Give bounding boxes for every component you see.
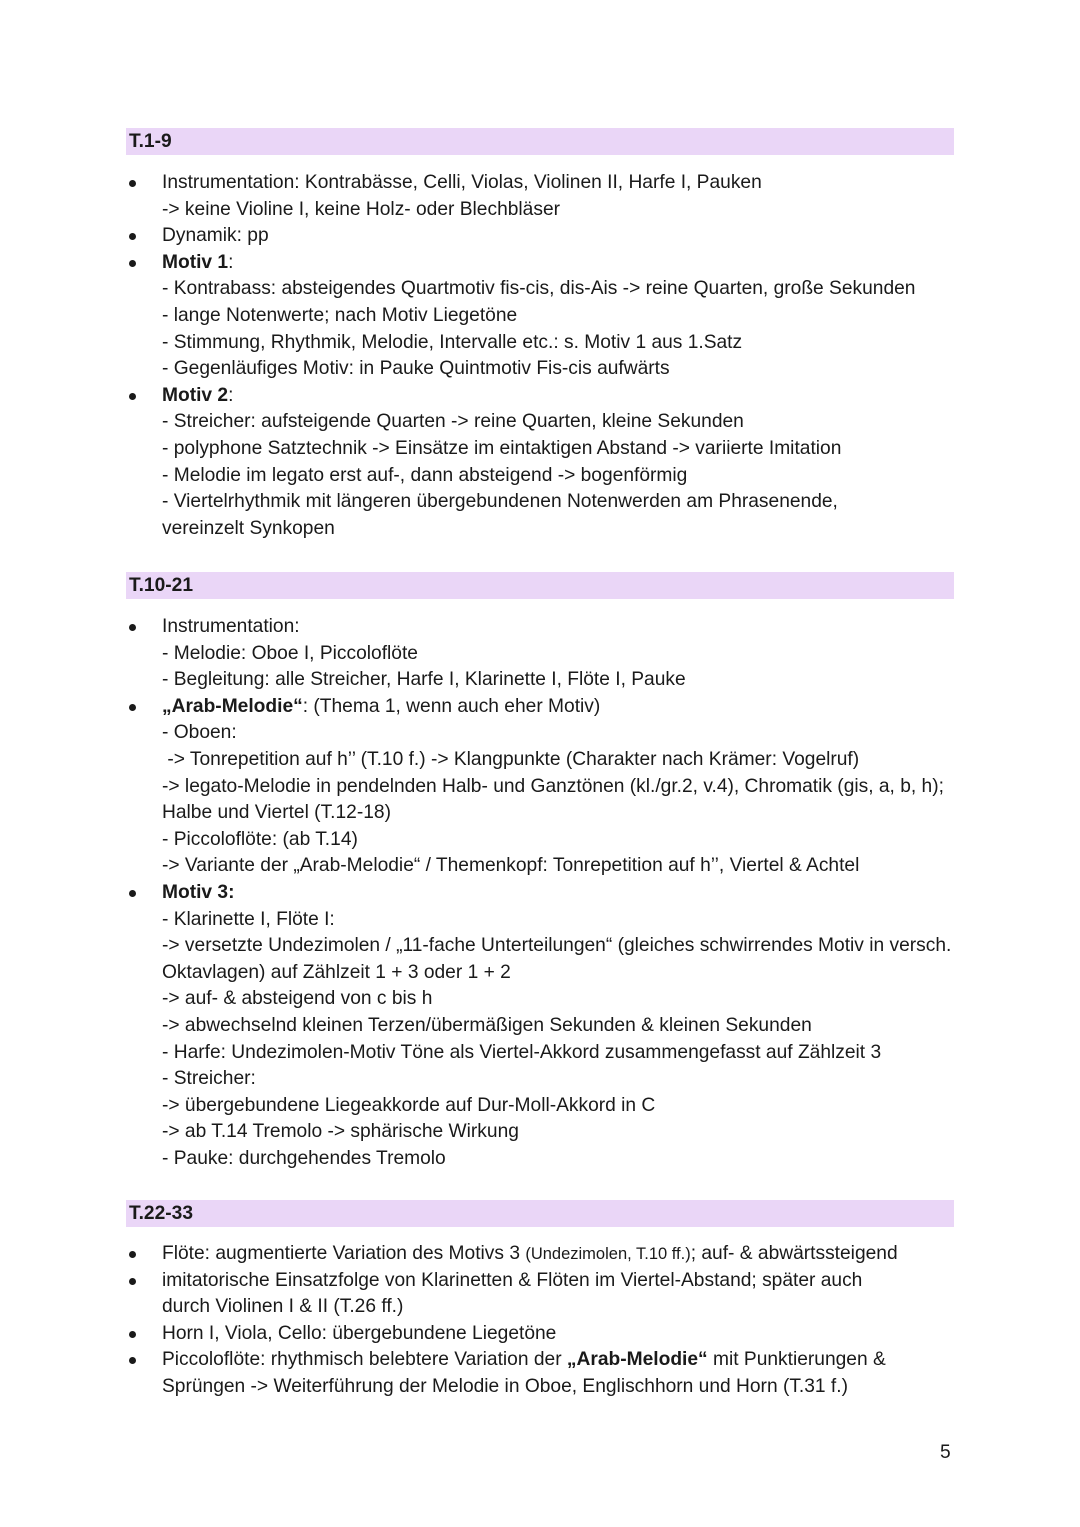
motif-heading: Motiv 2: [162, 384, 229, 406]
bullet-list-t22-33: [126, 1241, 966, 1401]
text-line: [162, 250, 966, 277]
text-part: mit Punktierungen & Sprüngen -> Weiterführung der Melodie in Oboe, Englischhorn und Horn (T.31 f.): [162, 1349, 886, 1397]
text-line: -> legato-Melodie in pendelnden Halb- und Ganztönen (kl./gr.2, v.4), Chromatik (gis, a, b, h); Halbe und Viertel (T.12-18): [162, 775, 944, 824]
text-part: Flöte: augmentierte Variation des Motivs 3: [162, 1243, 526, 1264]
melody-heading: „Arab-Melodie“: [566, 1349, 708, 1371]
text-line: -> keine Violine I, keine Holz- oder Blechbläser: [162, 198, 560, 220]
text-line: [162, 383, 966, 410]
list-item: [126, 694, 966, 880]
text-line: - lange Notenwerte; nach Motiv Liegetöne: [162, 304, 518, 326]
heading-rest: : (Thema 1, wenn auch eher Motiv): [302, 695, 601, 717]
list-item: [126, 223, 966, 250]
text-line: [162, 694, 966, 721]
motif-heading: Motiv 3:: [162, 881, 235, 903]
text-line: -> abwechselnd kleinen Terzen/übermäßigen Sekunden & kleinen Sekunden: [162, 1014, 812, 1036]
text-line: [162, 1347, 932, 1400]
list-item: [126, 1241, 966, 1268]
text-line: -> Variante der „Arab-Melodie“ / Themenkopf: Tonrepetition auf h’’, Viertel & Achtel: [162, 855, 860, 877]
text-line: - Gegenläufiges Motiv: in Pauke Quintmotiv Fis-cis aufwärts: [162, 358, 670, 380]
text-line: -> übergebundene Liegeakkorde auf Dur-Moll-Akkord in C: [162, 1094, 656, 1116]
list-item: [126, 250, 966, 383]
bullet-icon: [129, 233, 136, 240]
bullet-icon: [129, 180, 136, 187]
bullet-icon: [129, 1357, 136, 1364]
text-line: - Klarinette I, Flöte I:: [162, 908, 335, 930]
list-item: [126, 1347, 966, 1400]
bullet-icon: [129, 890, 136, 897]
text-line: [162, 1241, 966, 1268]
text-line: Horn I, Viola, Cello: übergebundene Liegetöne: [162, 1322, 557, 1344]
text-line: - Piccoloflöte: (ab T.14): [162, 828, 358, 850]
bullet-icon: [129, 1331, 136, 1338]
bullet-icon: [129, 1251, 136, 1258]
bullet-icon: [129, 393, 136, 400]
text-line: -> versetzte Undezimolen / „11-fache Unterteilungen“ (gleiches schwirrendes Motiv in versch. Oktavlagen) auf Zählzeit 1 + 3 oder 1 + 2: [162, 935, 952, 983]
bullet-icon: [129, 260, 136, 267]
section-header-t22-33: T.22-33: [126, 1200, 954, 1227]
text-part: Piccoloflöte: rhythmisch belebtere Variation der: [162, 1349, 567, 1371]
text-line: - Melodie: Oboe I, Piccoloflöte: [162, 642, 418, 664]
text-small: (Undezimolen, T.10 ff.): [525, 1245, 691, 1263]
list-item: [126, 880, 966, 1173]
motif-heading: Motiv 1: [162, 251, 229, 273]
bullet-list-t1-9: [126, 170, 966, 542]
list-item: [126, 1268, 966, 1321]
text-line: Dynamik: pp: [162, 225, 269, 247]
text-line: - Streicher:: [162, 1068, 256, 1090]
text-line: - Harfe: Undezimolen-Motiv Töne als Viertel-Akkord zusammengefasst auf Zählzeit 3: [162, 1041, 882, 1063]
text-line: - Begleitung: alle Streicher, Harfe I, Klarinette I, Flöte I, Pauke: [162, 669, 686, 691]
section-header-t10-21: T.10-21: [126, 572, 954, 599]
section-header-t1-9: T.1-9: [126, 128, 954, 155]
heading-colon: :: [228, 384, 234, 406]
list-item: [126, 614, 966, 694]
page-number: 5: [940, 1442, 951, 1463]
melody-heading: „Arab-Melodie“: [162, 695, 303, 717]
text-line: -> auf- & absteigend von c bis h: [162, 988, 433, 1010]
text-line: - Kontrabass: absteigendes Quartmotiv fis-cis, dis-Ais -> reine Quarten, große Sekunden: [162, 278, 916, 300]
text-line: - Viertelrhythmik mit längeren übergebundenen Notenwerden am Phrasenende, vereinzelt Synkopen: [162, 491, 838, 539]
list-item: [126, 383, 966, 543]
text-line: - Stimmung, Rhythmik, Melodie, Intervalle etc.: s. Motiv 1 aus 1.Satz: [162, 331, 743, 353]
text-line: -> ab T.14 Tremolo -> sphärische Wirkung: [162, 1121, 519, 1143]
text-line: Instrumentation: Kontrabässe, Celli, Violas, Violinen II, Harfe I, Pauken: [162, 172, 762, 193]
text-line: - Streicher: aufsteigende Quarten -> reine Quarten, kleine Sekunden: [162, 411, 744, 433]
text-line: - Melodie im legato erst auf-, dann absteigend -> bogenförmig: [162, 464, 688, 486]
bullet-list-t10-21: [126, 614, 966, 1172]
list-item: [126, 1321, 966, 1348]
text-line: - polyphone Satztechnik -> Einsätze im eintaktigen Abstand -> variierte Imitation: [162, 437, 842, 459]
text-line: - Pauke: durchgehendes Tremolo: [162, 1147, 446, 1169]
text-line: Instrumentation:: [162, 616, 300, 637]
bullet-icon: [129, 624, 136, 631]
text-line: imitatorische Einsatzfolge von Klarinetten & Flöten im Viertel-Abstand; später auch durch Violinen I & II (T.26 ff.): [162, 1269, 863, 1318]
text-line: -> Tonrepetition auf h’’ (T.10 f.) -> Klangpunkte (Charakter nach Krämer: Vogelruf): [162, 748, 860, 770]
text-part: ; auf- & abwärtssteigend: [690, 1243, 898, 1264]
text-line: - Oboen:: [162, 722, 237, 744]
list-item: [126, 170, 966, 223]
heading-colon: :: [228, 251, 234, 273]
bullet-icon: [129, 1278, 136, 1285]
bullet-icon: [129, 704, 136, 711]
